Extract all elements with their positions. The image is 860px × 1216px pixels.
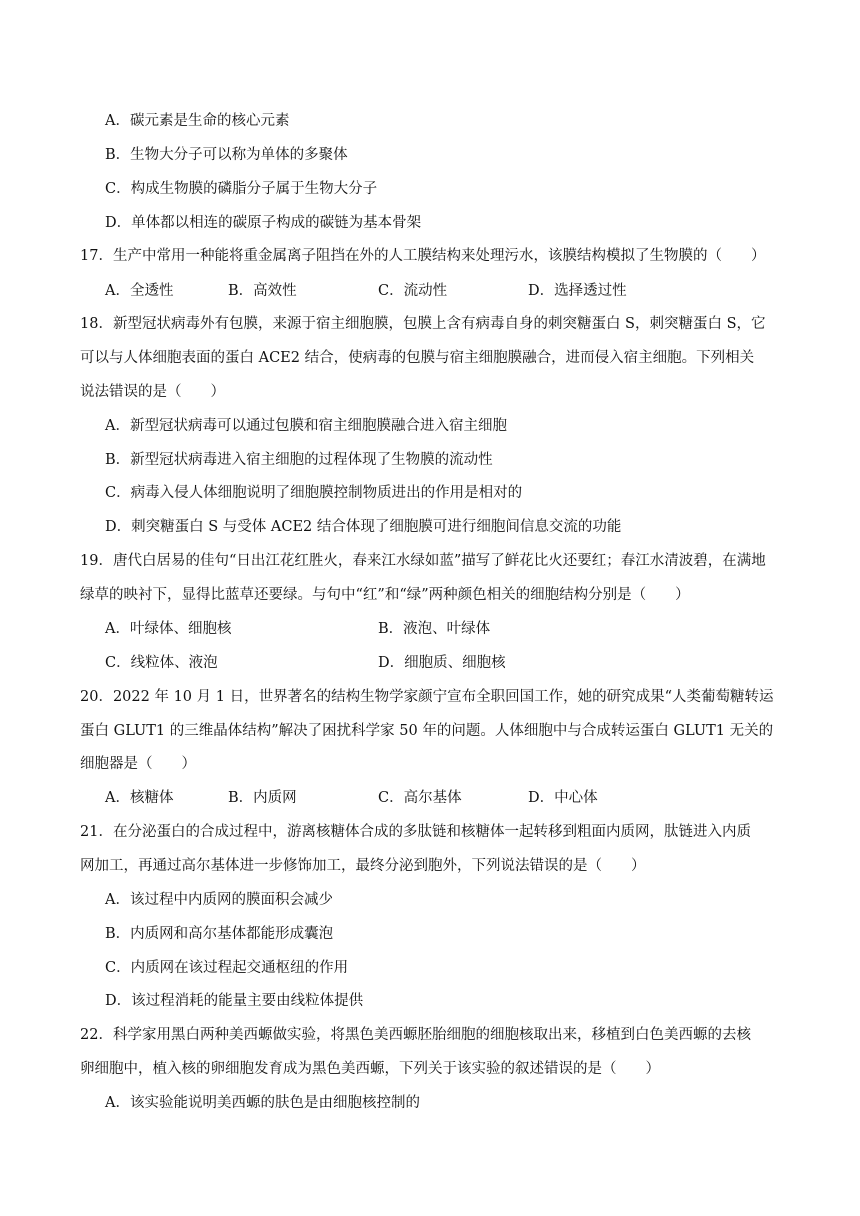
q16-option-d: D．单体都以相连的碳原子构成的碳链为基本骨架: [105, 215, 422, 231]
q19-option-c: C．线粒体、液泡: [105, 655, 218, 671]
q18-option-d: D．刺突糖蛋白 S 与受体 ACE2 结合体现了细胞膜可进行细胞间信息交流的功能: [105, 519, 622, 535]
q18-option-b: B．新型冠状病毒进入宿主细胞的过程体现了生物膜的流动性: [105, 452, 493, 468]
q17-option-d: D．选择透过性: [528, 283, 627, 299]
q17-option-b: B．高效性: [228, 283, 297, 299]
q20-option-d: D．中心体: [528, 790, 598, 806]
q18-option-a: A．新型冠状病毒可以通过包膜和宿主细胞膜融合进入宿主细胞: [105, 418, 507, 434]
q19-option-d: D．细胞质、细胞核: [378, 655, 506, 671]
q21-option-a: A．该过程中内质网的膜面积会减少: [105, 892, 333, 908]
q19-option-a: A．叶绿体、细胞核: [105, 621, 232, 637]
q16-option-a: A．碳元素是生命的核心元素: [105, 113, 290, 129]
q20-stem-line-1: 20．2022 年 10 月 1 日，世界著名的结构生物学家颜宁宣布全职回国工作，她的研究成果“人类葡萄糖转运: [80, 689, 774, 705]
q20-stem-line-2: 蛋白 GLUT1 的三维晶体结构”解决了困扰科学家 50 年的问题。人体细胞中与合成转运蛋白 GLUT1 无关的: [80, 723, 774, 739]
q22-option-a: A．该实验能说明美西螈的肤色是由细胞核控制的: [105, 1095, 420, 1111]
q21-option-b: B．内质网和高尔基体都能形成囊泡: [105, 926, 334, 942]
q16-option-c: C．构成生物膜的磷脂分子属于生物大分子: [105, 181, 378, 197]
q19-stem-line-2: 绿草的映衬下，显得比蓝草还要绿。与句中“红”和“绿”两种颜色相关的细胞结构分别是（ ）: [80, 587, 690, 603]
q18-stem-line-3: 说法错误的是（ ）: [80, 384, 225, 400]
q21-stem-line-2: 网加工，再通过高尔基体进一步修饰加工，最终分泌到胞外，下列说法错误的是（ ）: [80, 858, 646, 874]
q17-option-a: A．全透性: [105, 283, 174, 299]
q22-stem-line-1: 22．科学家用黑白两种美西螈做实验，将黑色美西螈胚胎细胞的细胞核取出来，移植到白色美西螈的去核: [80, 1027, 751, 1043]
q20-option-c: C．高尔基体: [378, 790, 462, 806]
q21-stem-line-1: 21．在分泌蛋白的合成过程中，游离核糖体合成的多肽链和核糖体一起转移到粗面内质网，肽链进入内质: [80, 824, 751, 840]
q17-option-c: C．流动性: [378, 283, 448, 299]
q20-option-a: A．核糖体: [105, 790, 174, 806]
q20-stem-line-3: 细胞器是（ ）: [80, 756, 196, 772]
q21-option-c: C．内质网在该过程起交通枢纽的作用: [105, 960, 349, 976]
q17-stem: 17．生产中常用一种能将重金属离子阻挡在外的人工膜结构来处理污水，该膜结构模拟了生物膜的（ ）: [80, 248, 766, 264]
q18-stem-line-1: 18．新型冠状病毒外有包膜，来源于宿主细胞膜，包膜上含有病毒自身的刺突糖蛋白 S，刺突糖蛋白 S，它: [80, 316, 766, 332]
q20-option-b: B．内质网: [228, 790, 297, 806]
q16-option-b: B．生物大分子可以称为单体的多聚体: [105, 147, 348, 163]
q21-option-d: D．该过程消耗的能量主要由线粒体提供: [105, 993, 364, 1009]
q19-option-b: B．液泡、叶绿体: [378, 621, 491, 637]
q22-stem-line-2: 卵细胞中，植入核的卵细胞发育成为黑色美西螈，下列关于该实验的叙述错误的是（ ）: [80, 1061, 660, 1077]
q19-stem-line-1: 19．唐代白居易的佳句“日出江花红胜火，春来江水绿如蓝”描写了鲜花比火还要红；春江水清波碧，在满地: [80, 553, 766, 569]
q18-option-c: C．病毒入侵人体细胞说明了细胞膜控制物质进出的作用是相对的: [105, 485, 523, 501]
q18-stem-line-2: 可以与人体细胞表面的蛋白 ACE2 结合，使病毒的包膜与宿主细胞膜融合，进而侵入宿主细胞。下列相关: [80, 350, 755, 366]
